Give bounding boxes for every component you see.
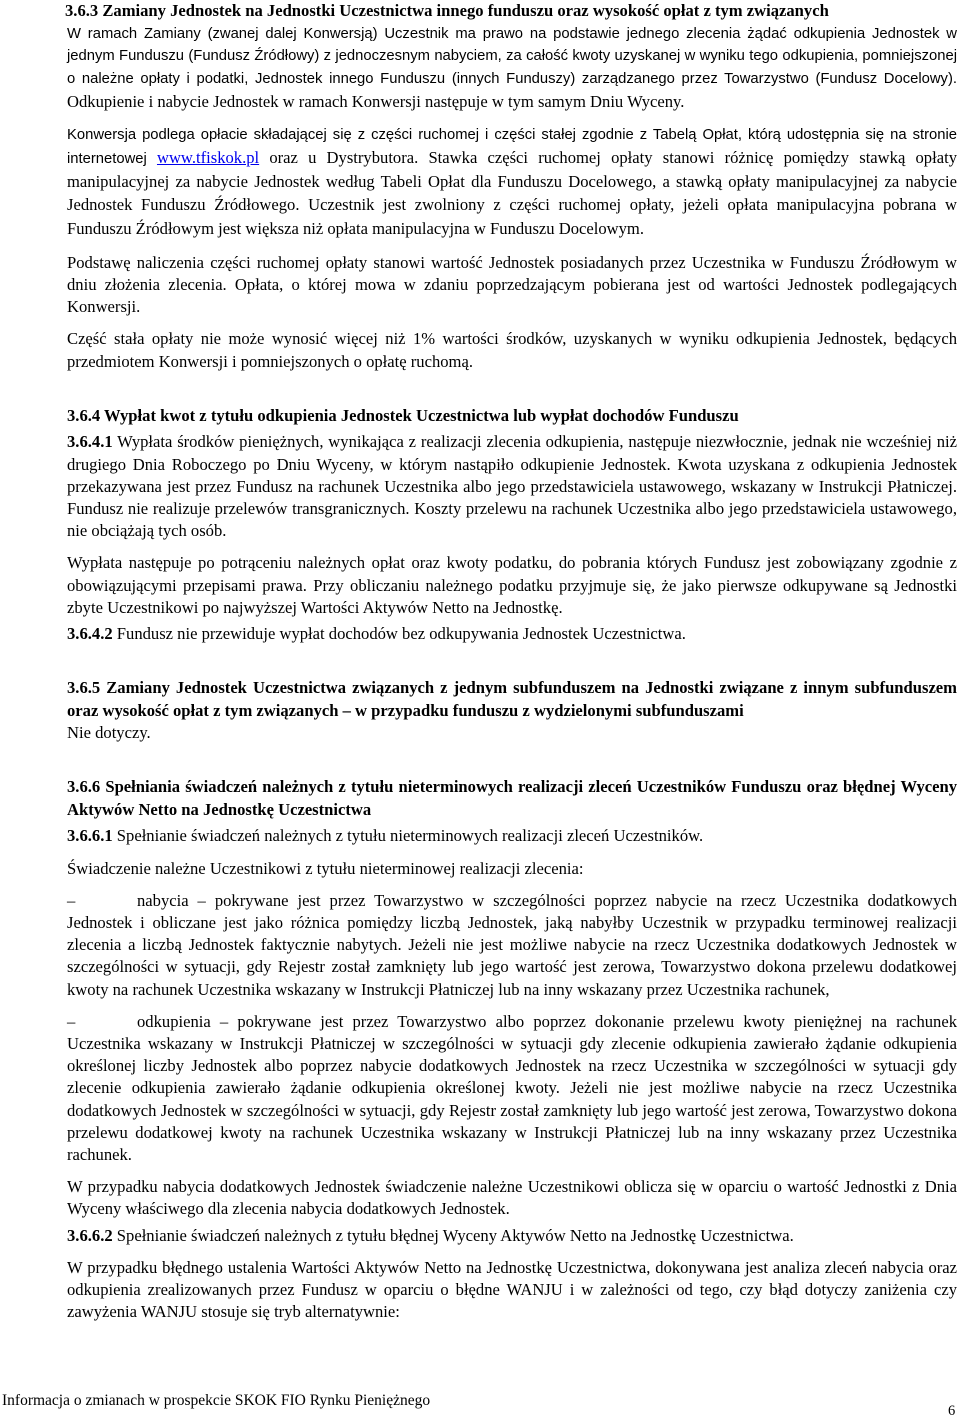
page-number: 6: [948, 1403, 956, 1419]
dash-bullet: –: [67, 890, 76, 910]
paragraph: Konwersja podlega opłacie składającej się z części ruchomej i części stałej zgodnie z Tabelą Opłat, którą udostępnia się na stronie internetowej www.tfiskok.pl oraz u Dystrybutora. Stawka części ruchomej opłaty stanowi różnicę pomiędzy stawką opłaty manipulacyjnej za nabycie Jednostek według Tabeli Opłat dla Funduszu Docelowego, a stawką opłaty manipulacyjnej za nabycie Jednostek Funduszu Źródłowego. Uczestnik jest zwolniony z części ruchomej opłaty, jeżeli opłata manipulacyjna pobrana w Funduszu Źródłowym jest większa niż opłata manipulacyjna w Funduszu Docelowym.: [67, 127, 957, 239]
paragraph: 3.6.6.1 Spełnianie świadczeń należnych z tytułu nieterminowych realizacji zleceń Uczestników.: [67, 826, 704, 846]
paragraph: Podstawę naliczenia części ruchomej opłaty stanowi wartość Jednostek posiadanych przez Uczestnika w Funduszu Źródłowym w dniu złożenia zlecenia. Opłata, o której mowa w zdaniu poprzedzającym pobierana jest od wartości Jednostek podlegających Konwersji.: [67, 252, 957, 317]
section-heading-3-6-3: 3.6.3 Zamiany Jednostek na Jednostki Uczestnictwa innego funduszu oraz wysokość opłat z tym związanych: [65, 1, 829, 20]
page-footer: Informacja o zmianach w prospekcie SKOK FIO Rynku Pieniężnego: [2, 1392, 431, 1409]
section-heading-3-6-6: 3.6.6 Spełniania świadczeń należnych z tytułu nieterminowych realizacji zleceń Uczestników Funduszu oraz błędnej Wyceny Aktywów Netto na Jednostkę Uczestnictwa: [67, 777, 957, 819]
document-page: [67, 0, 957, 1323]
paragraph: Świadczenie należne Uczestnikowi z tytułu nieterminowej realizacji zlecenia:: [67, 858, 584, 878]
paragraph: Część stała opłaty nie może wynosić więcej niż 1% wartości środków, uzyskanych w wyniku odkupienia Jednostek, będących przedmiotem Konwersji i pomniejszonych o opłatę ruchomą.: [67, 329, 957, 371]
website-link[interactable]: www.tfiskok.pl: [156, 148, 260, 168]
section-heading-3-6-5: 3.6.5 Zamiany Jednostek Uczestnictwa związanych z jednym subfunduszem na Jednostki związane z innym subfunduszem oraz wysokość opłat z tym związanych – w przypadku funduszu z wydzielonymi subfunduszami: [67, 678, 957, 720]
section-heading-3-6-4: 3.6.4 Wypłat kwot z tytułu odkupienia Jednostek Uczestnictwa lub wypłat dochodów Funduszu: [67, 405, 739, 425]
paragraph: W przypadku błędnego ustalenia Wartości Aktywów Netto na Jednostkę Uczestnictwa, dokonywana jest analiza zleceń nabycia oraz odkupienia zrealizowanych przez Fundusz w oparciu o błędne WANJU i w zależności od tego, czy błąd dotyczy zaniżenia czy zawyżenia WANJU stosuje się tryb alternatywnie:: [67, 1257, 957, 1322]
paragraph: W przypadku nabycia dodatkowych Jednostek świadczenie należne Uczestnikowi oblicza się w oparciu o wartość Jednostki z Dnia Wyceny właściwego dla zlecenia nabycia dodatkowych Jednostek.: [67, 1177, 957, 1219]
paragraph: 3.6.4.1 Wypłata środków pieniężnych, wynikająca z realizacji zlecenia odkupienia, następuje niezwłocznie, jednak nie wcześniej niż drugiego Dnia Roboczego po Dniu Wyceny, w którym nastąpiło odkupienie Jednostek. Kwota uzyskana z odkupienia Jednostek przekazywana jest przez Fundusz na rachunek Uczestnika albo jego przedstawiciela ustawowego, wskazany w Instrukcji Płatniczej. Fundusz nie realizuje przelewów transgranicznych. Koszty przelewu na rachunek Uczestnika albo jego przedstawiciela ustawowego, nie obciążają tych osób.: [67, 432, 957, 541]
paragraph: 3.6.4.2 Fundusz nie przewiduje wypłat dochodów bez odkupywania Jednostek Uczestnictwa.: [67, 623, 686, 643]
list-item: – odkupienia – pokrywane jest przez Towarzystwo albo poprzez dokonanie przelewu kwoty pieniężnej na rachunek Uczestnika wskazany w Instrukcji Płatniczej w szczególności w sytuacji gdy zlecenie odkupienia zawierało żądanie odkupienia określonej liczby Jednostek albo poprzez nabycie dodatkowych Jednostek na rzecz Uczestnika w szczególności w sytuacji gdy zlecenie odkupienia zawierało żądanie odkupienia określonej kwoty. Jeżeli nie jest możliwe nabycie na rzecz Uczestnika dodatkowych Jednostek w szczególności w sytuacji, gdy Rejestr został zamknięty lub jego wartość jest zerowa, Towarzystwo dokona przelewu dodatkowej kwoty na rachunek Uczestnika wskazany w Instrukcji Płatniczej lub na inny wskazany przez Uczestnika rachunek.: [67, 1011, 957, 1165]
paragraph: 3.6.6.2 Spełnianie świadczeń należnych z tytułu błędnej Wyceny Aktywów Netto na Jednostkę Uczestnictwa.: [67, 1225, 794, 1245]
paragraph: Wypłata następuje po potrąceniu należnych opłat oraz kwoty podatku, do pobrania których Fundusz jest zobowiązany zgodnie z obowiązującymi przepisami prawa. Przy obliczaniu należnego podatku przyjmuje się, że jako pierwsze odkupywane są Jednostki zbyte Uczestnikowi po najwyższej Wartości Aktywów Netto na Jednostkę.: [67, 553, 957, 617]
dash-bullet: –: [67, 1011, 76, 1031]
list-item: – nabycia – pokrywane jest przez Towarzystwo w szczególności poprzez nabycie na rzecz Uczestnika dodatkowych Jednostek i obliczane jest jako różnica pomiędzy liczbą Jednostek, jaką nabyłby Uczestnik w przypadku terminowej realizacji zlecenia a liczbą Jednostek faktycznie nabytych. Jeżeli nie jest możliwe nabycie na rzecz Uczestnika dodatkowych Jednostek w szczególności w sytuacji, gdy Rejestr został zamknięty lub jego wartość jest zerowa, Towarzystwo dokona przelewu dodatkowej kwoty na rachunek Uczestnika wskazany w Instrukcji Płatniczej lub na inny wskazany przez Uczestnika rachunek,: [67, 890, 957, 999]
paragraph: Nie dotyczy.: [67, 723, 151, 743]
paragraph: W ramach Zamiany (zwanej dalej Konwersją) Uczestnik ma prawo na podstawie jednego zlecenia żądać odkupienia Jednostek w jednym Funduszu (Fundusz Źródłowy) z jednoczesnym nabyciem, za całość kwoty uzyskanej w wyniku tego odkupienia, pomniejszonej o należne opłaty i podatki, Jednostek innego Funduszu (innych Funduszy) zarządzanego przez Towarzystwo (Fundusz Docelowy). Odkupienie i nabycie Jednostek w ramach Konwersji następuje w tym samym Dniu Wyceny.: [67, 25, 957, 111]
